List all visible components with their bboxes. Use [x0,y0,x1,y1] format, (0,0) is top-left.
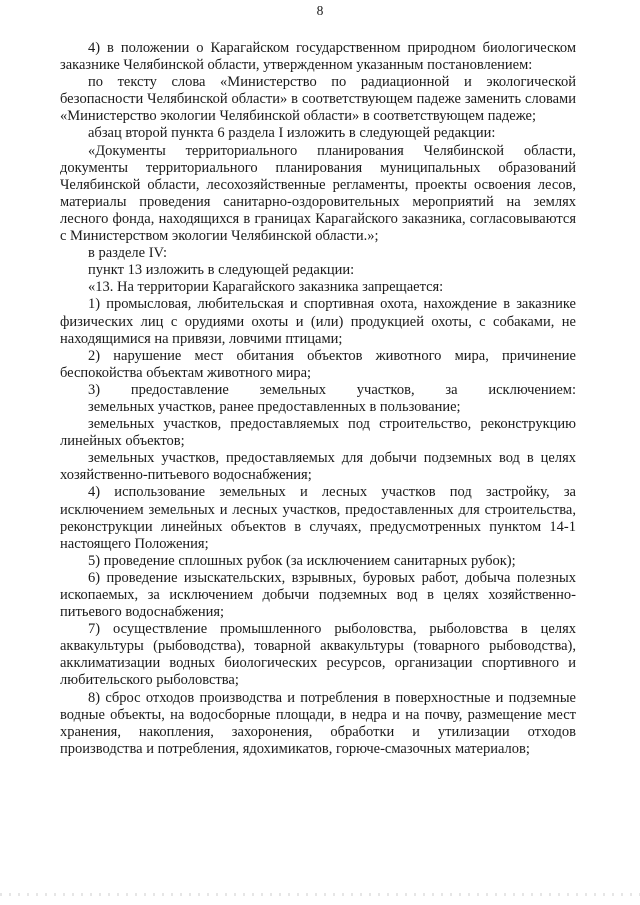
document-body [60,40,576,758]
list-item-land-allocation: 3) предоставление земельных участков, за исключением: [88,381,576,398]
sub-item-construction: земельных участков, предоставляемых под строительство, реконструкцию линейных объектов; [60,416,576,450]
paragraph-section-iv: в разделе IV: [88,245,167,262]
sub-item-groundwater: земельных участков, предоставляемых для добычи подземных вод в целях хозяйственно-питьевого водоснабжения; [60,450,576,484]
sub-item-previous-use: земельных участков, ранее предоставленных в пользование; [88,398,461,415]
paragraph-amend-point-6: абзац второй пункта 6 раздела I изложить в следующей редакции: [88,125,496,142]
list-item-habitat: 2) нарушение мест обитания объектов животного мира, причинение беспокойства объектам животного мира; [60,347,576,381]
page-number: 8 [316,3,324,18]
list-item-waste-discharge: 8) сброс отходов производства и потребления в поверхностные и подземные водные объекты, на водосборные площади, в недра и на почву, размещение мест хранения, накопления, захоронения, обработки и утилизации отходов производства и потребления, ядохимикатов, горюче-смазочных материалов; [60,689,576,757]
paragraph-quote-documents: «Документы территориального планирования Челябинской области, документы территориального планирования муниципальных образований Челябинской области, лесохозяйственные регламенты, проекты освоения лесов, материалы проведения санитарно-оздоровительных мероприятий на землях лесного фонда, находящихся в границах Карагайского заказника, согласовываются с Министерством экологии Челябинской области.»; [60,142,576,245]
list-item-clear-cutting: 5) проведение сплошных рубок (за исключением санитарных рубок); [88,552,516,569]
paragraph-point-13: пункт 13 изложить в следующей редакции: [88,262,355,279]
paragraph-prohibited-intro: «13. На территории Карагайского заказника запрещается: [88,279,444,296]
list-item-fishing: 7) осуществление промышленного рыболовства, рыболовства в целях аквакультуры (рыбоводства), товарной аквакультуры (товарного рыбоводства), акклиматизации водных биологических ресурсов, организации спортивного и любительского рыболовства; [60,621,576,689]
list-item-survey-works: 6) проведение изыскательских, взрывных, буровых работ, добыча полезных ископаемых, за исключением добычи подземных вод в целях хозяйственно-питьевого водоснабжения; [60,569,576,621]
scan-edge-artifact [0,893,640,896]
list-item-development: 4) использование земельных и лесных участков под застройку, за исключением земельных и лесных участков, предоставленных для строительства, реконструкции линейных объектов в случаях, предусмотренных пунктом 14-1 настоящего Положения; [60,484,576,552]
paragraph-item-4: 4) в положении о Карагайском государственном природном биологическом заказнике Челябинской области, утвержденном указанным постановлением: [60,40,576,74]
paragraph-replace-ministry: по тексту слова «Министерство по радиационной и экологической безопасности Челябинской области» в соответствующем падеже заменить словами «Министерство экологии Челябинской области» в соответствующем падеже; [60,74,576,125]
list-item-hunting: 1) промысловая, любительская и спортивная охота, нахождение в заказнике физических лиц с орудиями охоты и (или) продукцией охоты, с собаками, не находящимися на привязи, ловчими птицами; [60,296,576,347]
